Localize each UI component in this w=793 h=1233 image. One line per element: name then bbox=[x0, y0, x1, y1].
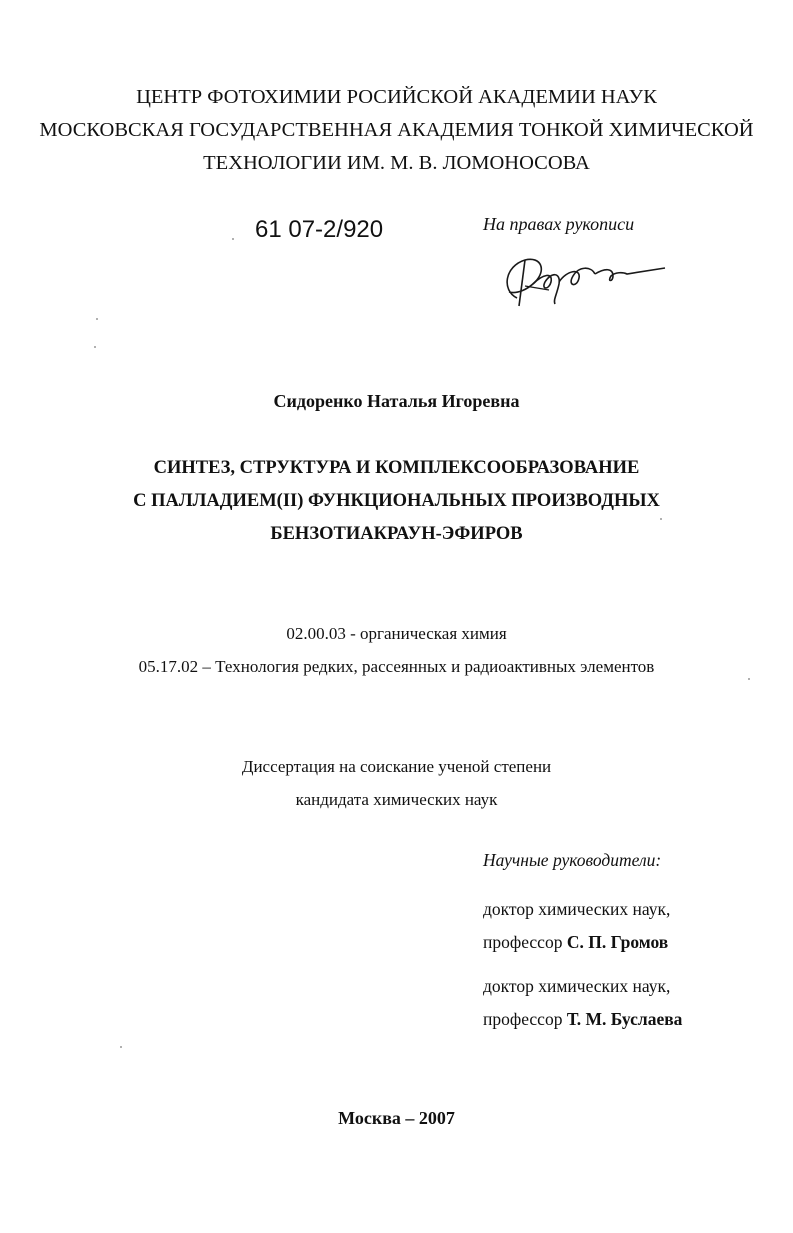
supervisor-2-name: Т. М. Буслаева bbox=[566, 1009, 683, 1029]
institution-line-2: МОСКОВСКАЯ ГОСУДАРСТВЕННАЯ АКАДЕМИЯ ТОНКОЙ ХИМИЧЕСКОЙ bbox=[39, 119, 754, 141]
thesis-title-line-2: С ПАЛЛАДИЕМ(II) ФУНКЦИОНАЛЬНЫХ ПРОИЗВОДНЫХ bbox=[133, 491, 660, 511]
scan-speck bbox=[660, 518, 662, 520]
scan-speck bbox=[94, 346, 96, 348]
specialty-1: 02.00.03 - органическая химия bbox=[286, 624, 507, 643]
supervisor-1-rank: профессор bbox=[483, 932, 563, 952]
rights-note: На правах рукописи bbox=[483, 214, 635, 234]
dissertation-line-2: кандидата химических наук bbox=[295, 790, 498, 809]
thesis-title-line-3: БЕНЗОТИАКРАУН-ЭФИРОВ bbox=[270, 524, 523, 544]
specialty-2: 05.17.02 – Технология редких, рассеянных и радиоактивных элементов bbox=[138, 657, 655, 676]
thesis-title-line-1: СИНТЕЗ, СТРУКТУРА И КОМПЛЕКСООБРАЗОВАНИЕ bbox=[153, 458, 640, 478]
scan-speck bbox=[232, 238, 234, 240]
catalog-code: 61 07-2/920 bbox=[255, 216, 384, 243]
supervisor-2-rank: профессор bbox=[483, 1009, 563, 1029]
dissertation-line-1: Диссертация на соискание ученой степени bbox=[241, 757, 552, 776]
scan-speck bbox=[748, 678, 750, 680]
institution-line-1: ЦЕНТР ФОТОХИМИИ РОСИЙСКОЙ АКАДЕМИИ НАУК bbox=[136, 86, 657, 108]
supervisor-1-degree: доктор химических наук, bbox=[483, 899, 671, 919]
supervisor-1-name: С. П. Громов bbox=[566, 932, 669, 952]
city-year: Москва – 2007 bbox=[338, 1108, 455, 1128]
supervisor-2-degree: доктор химических наук, bbox=[483, 976, 671, 996]
institution-line-3: ТЕХНОЛОГИИ ИМ. М. В. ЛОМОНОСОВА bbox=[203, 152, 590, 174]
scan-speck bbox=[96, 318, 98, 320]
scan-speck bbox=[120, 1046, 122, 1048]
supervisors-heading: Научные руководители: bbox=[483, 850, 662, 870]
supervisor-1 bbox=[483, 932, 668, 953]
author-name: Сидоренко Наталья Игоревна bbox=[273, 391, 520, 411]
supervisor-2 bbox=[483, 1009, 682, 1030]
handwritten-signature bbox=[495, 246, 670, 316]
